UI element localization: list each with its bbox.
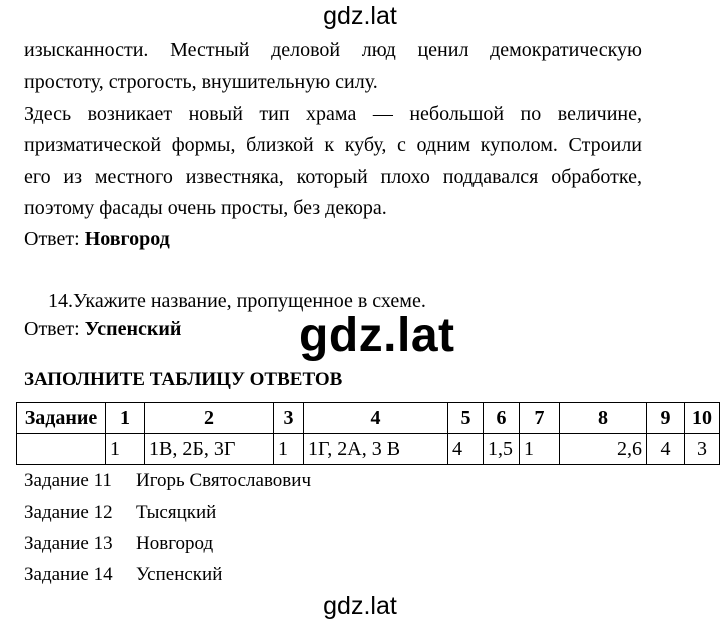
table-cell: 1 bbox=[106, 434, 145, 465]
table-cell: 1,5 bbox=[484, 434, 520, 465]
answer-13-line bbox=[24, 225, 170, 253]
task-answer: Успенский bbox=[136, 564, 223, 585]
table-cell: 1 bbox=[274, 434, 304, 465]
table-cell bbox=[17, 434, 106, 465]
table-cell: 1 bbox=[520, 434, 560, 465]
header-cell: 4 bbox=[304, 403, 448, 434]
watermark-center: gdz.lat bbox=[299, 309, 455, 362]
header-cell: 6 bbox=[484, 403, 520, 434]
task-label: Задание 12 bbox=[24, 502, 113, 523]
task-label: Задание 13 bbox=[24, 533, 113, 554]
table-title: ЗАПОЛНИТЕ ТАБЛИЦУ ОТВЕТОВ bbox=[24, 369, 343, 390]
answers-table bbox=[16, 402, 720, 465]
answer-label: Ответ: bbox=[24, 318, 80, 340]
paragraph-line: Здесь возникает новый тип храма — небольшой по величине, bbox=[24, 103, 642, 125]
task-answer-row bbox=[24, 533, 213, 555]
table-cell: 1Г, 2А, 3 В bbox=[304, 434, 448, 465]
header-cell: 2 bbox=[145, 403, 274, 434]
answer-14-line bbox=[24, 315, 181, 343]
answer-value: Успенский bbox=[84, 318, 182, 340]
paragraph-line: его из местного известняка, который плохо поддавался обработке, bbox=[24, 166, 642, 188]
paragraph-line: изысканности. Местный деловой люд ценил демократическую bbox=[24, 39, 642, 61]
task-answer: Игорь Святославович bbox=[136, 470, 311, 491]
task-answer-row bbox=[24, 470, 311, 492]
paragraph-line: простоту, строгость, внушительную силу. bbox=[24, 71, 378, 93]
header-cell: 7 bbox=[520, 403, 560, 434]
task-answer: Тысяцкий bbox=[136, 502, 217, 523]
task-label: Задание 11 bbox=[24, 470, 112, 491]
task-answer: Новгород bbox=[136, 533, 214, 554]
header-cell: 8 bbox=[560, 403, 647, 434]
header-cell: 1 bbox=[106, 403, 145, 434]
watermark-bottom: gdz.lat bbox=[323, 592, 397, 620]
header-cell: 10 bbox=[685, 403, 720, 434]
table-cell: 1В, 2Б, 3Г bbox=[145, 434, 274, 465]
answer-label: Ответ: bbox=[24, 228, 80, 250]
table-cell: 3 bbox=[685, 434, 720, 465]
task-answer-row bbox=[24, 564, 222, 586]
header-cell: 3 bbox=[274, 403, 304, 434]
header-cell: Задание bbox=[17, 403, 106, 434]
header-cell: 9 bbox=[647, 403, 685, 434]
paragraph-line: поэтому фасады очень просты, без декора. bbox=[24, 197, 387, 219]
task-answer-row bbox=[24, 502, 216, 524]
question-14: 14.Укажите название, пропущенное в схеме. bbox=[48, 290, 426, 312]
table-header-row bbox=[17, 403, 720, 434]
paragraph-line: призматической формы, близкой к кубу, с одним куполом. Строили bbox=[24, 134, 642, 156]
table-cell: 4 bbox=[448, 434, 484, 465]
watermark-top: gdz.lat bbox=[323, 2, 397, 30]
table-row bbox=[17, 434, 720, 465]
answer-value: Новгород bbox=[84, 228, 170, 250]
task-label: Задание 14 bbox=[24, 564, 113, 585]
table-cell: 4 bbox=[647, 434, 685, 465]
table-cell: 2,6 bbox=[560, 434, 647, 465]
header-cell: 5 bbox=[448, 403, 484, 434]
